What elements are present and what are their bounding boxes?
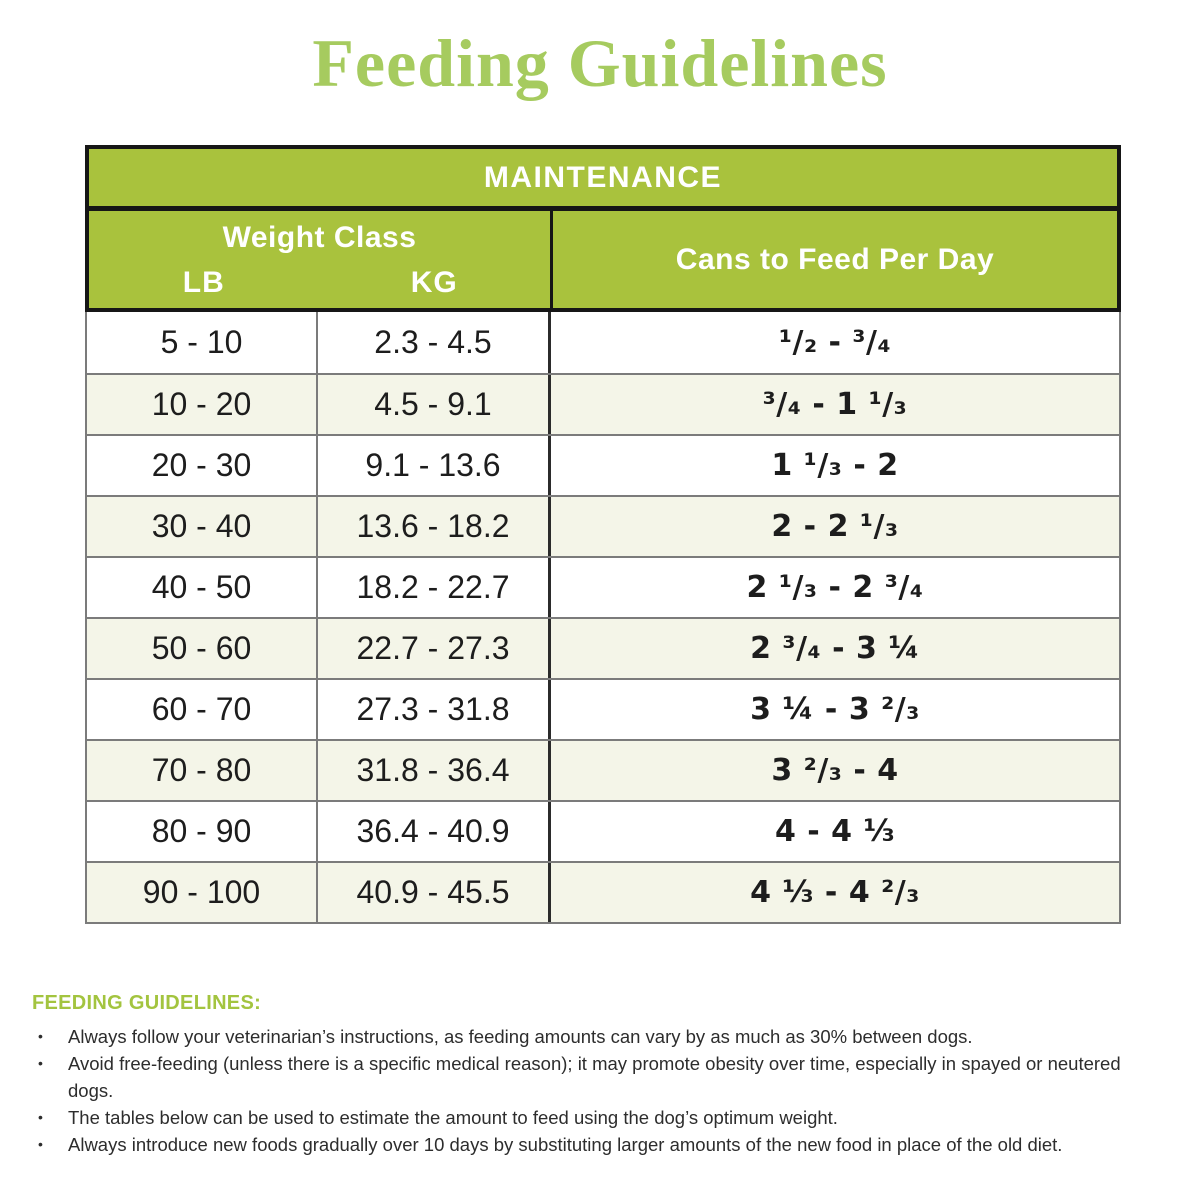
unit-labels-row <box>89 266 550 300</box>
cans-per-day-value: 4 ⅓ - 4 ²/₃ <box>750 875 920 910</box>
table-row <box>87 556 1119 617</box>
weight-kg-value: 31.8 - 36.4 <box>318 741 551 800</box>
weight-kg-value: 22.7 - 27.3 <box>318 619 551 678</box>
cans-per-day-value: ¹/₂ - ³/₄ <box>778 325 892 360</box>
cans-per-day-value: 2 - 2 ¹/₃ <box>771 509 899 544</box>
feeding-guidelines-table <box>85 145 1121 924</box>
weight-kg-value: 40.9 - 45.5 <box>318 863 551 922</box>
weight-lb-value: 60 - 70 <box>87 680 318 739</box>
cans-column-label: Cans to Feed Per Day <box>675 242 995 276</box>
weight-kg-value: 36.4 - 40.9 <box>318 802 551 861</box>
table-row <box>87 495 1119 556</box>
cans-per-day-value: 3 ¼ - 3 ²/₃ <box>750 692 920 727</box>
table-row <box>87 312 1119 373</box>
weight-lb-value: 20 - 30 <box>87 436 318 495</box>
cans-per-day-value: 3 ²/₃ - 4 <box>771 753 899 788</box>
weight-kg-value: 18.2 - 22.7 <box>318 558 551 617</box>
weight-lb-value: 5 - 10 <box>87 312 318 373</box>
table-column-headers <box>85 208 1121 312</box>
guidelines-list <box>32 1023 1168 1158</box>
weight-kg-value: 2.3 - 4.5 <box>318 312 551 373</box>
table-section-header <box>85 145 1121 208</box>
weight-kg-value: 13.6 - 18.2 <box>318 497 551 556</box>
table-row <box>87 373 1119 434</box>
cans-per-day-value: 1 ¹/₃ - 2 <box>771 448 899 483</box>
table-row <box>87 739 1119 800</box>
weight-lb-value: 80 - 90 <box>87 802 318 861</box>
guideline-bullet: • The tables below can be used to estimate the amount to feed using the dog’s optimum weight. <box>32 1104 1168 1131</box>
weight-kg-value: 27.3 - 31.8 <box>318 680 551 739</box>
weight-class-label: Weight Class <box>222 221 417 254</box>
cans-per-day-value: ³/₄ - 1 ¹/₃ <box>762 387 908 422</box>
weight-lb-value: 50 - 60 <box>87 619 318 678</box>
weight-lb-value: 90 - 100 <box>87 863 318 922</box>
weight-kg-value: 9.1 - 13.6 <box>318 436 551 495</box>
page-title: Feeding Guidelines <box>312 25 888 101</box>
table-row <box>87 800 1119 861</box>
weight-lb-value: 30 - 40 <box>87 497 318 556</box>
weight-lb-value: 40 - 50 <box>87 558 318 617</box>
cans-per-day-value: 2 ³/₄ - 3 ¼ <box>750 631 920 666</box>
weight-lb-value: 10 - 20 <box>87 375 318 434</box>
cans-header-cell <box>553 211 1117 308</box>
weight-class-header-cell <box>89 211 553 308</box>
cans-per-day-value: 2 ¹/₃ - 2 ³/₄ <box>746 570 924 605</box>
guideline-bullet: • Avoid free-feeding (unless there is a specific medical reason); it may promote obesity over time, especially in spayed or neutered dogs. <box>32 1050 1168 1104</box>
guidelines-section <box>32 992 1168 1158</box>
guideline-bullet: • Always follow your veterinarian’s instructions, as feeding amounts can vary by as much as 30% between dogs. <box>32 1023 1168 1050</box>
lb-column-label: LB <box>182 266 225 299</box>
weight-kg-value: 4.5 - 9.1 <box>318 375 551 434</box>
guidelines-heading: FEEDING GUIDELINES: <box>32 992 262 1014</box>
table-row <box>87 861 1119 922</box>
maintenance-label: MAINTENANCE <box>483 160 723 194</box>
feeding-table-rows <box>85 312 1121 924</box>
cans-per-day-value: 4 - 4 ⅓ <box>774 814 896 849</box>
table-row <box>87 617 1119 678</box>
kg-column-label: KG <box>410 266 458 299</box>
weight-lb-value: 70 - 80 <box>87 741 318 800</box>
table-row <box>87 434 1119 495</box>
guideline-bullet: • Always introduce new foods gradually over 10 days by substituting larger amounts of the new food in place of the old diet. <box>32 1131 1168 1158</box>
table-row <box>87 678 1119 739</box>
